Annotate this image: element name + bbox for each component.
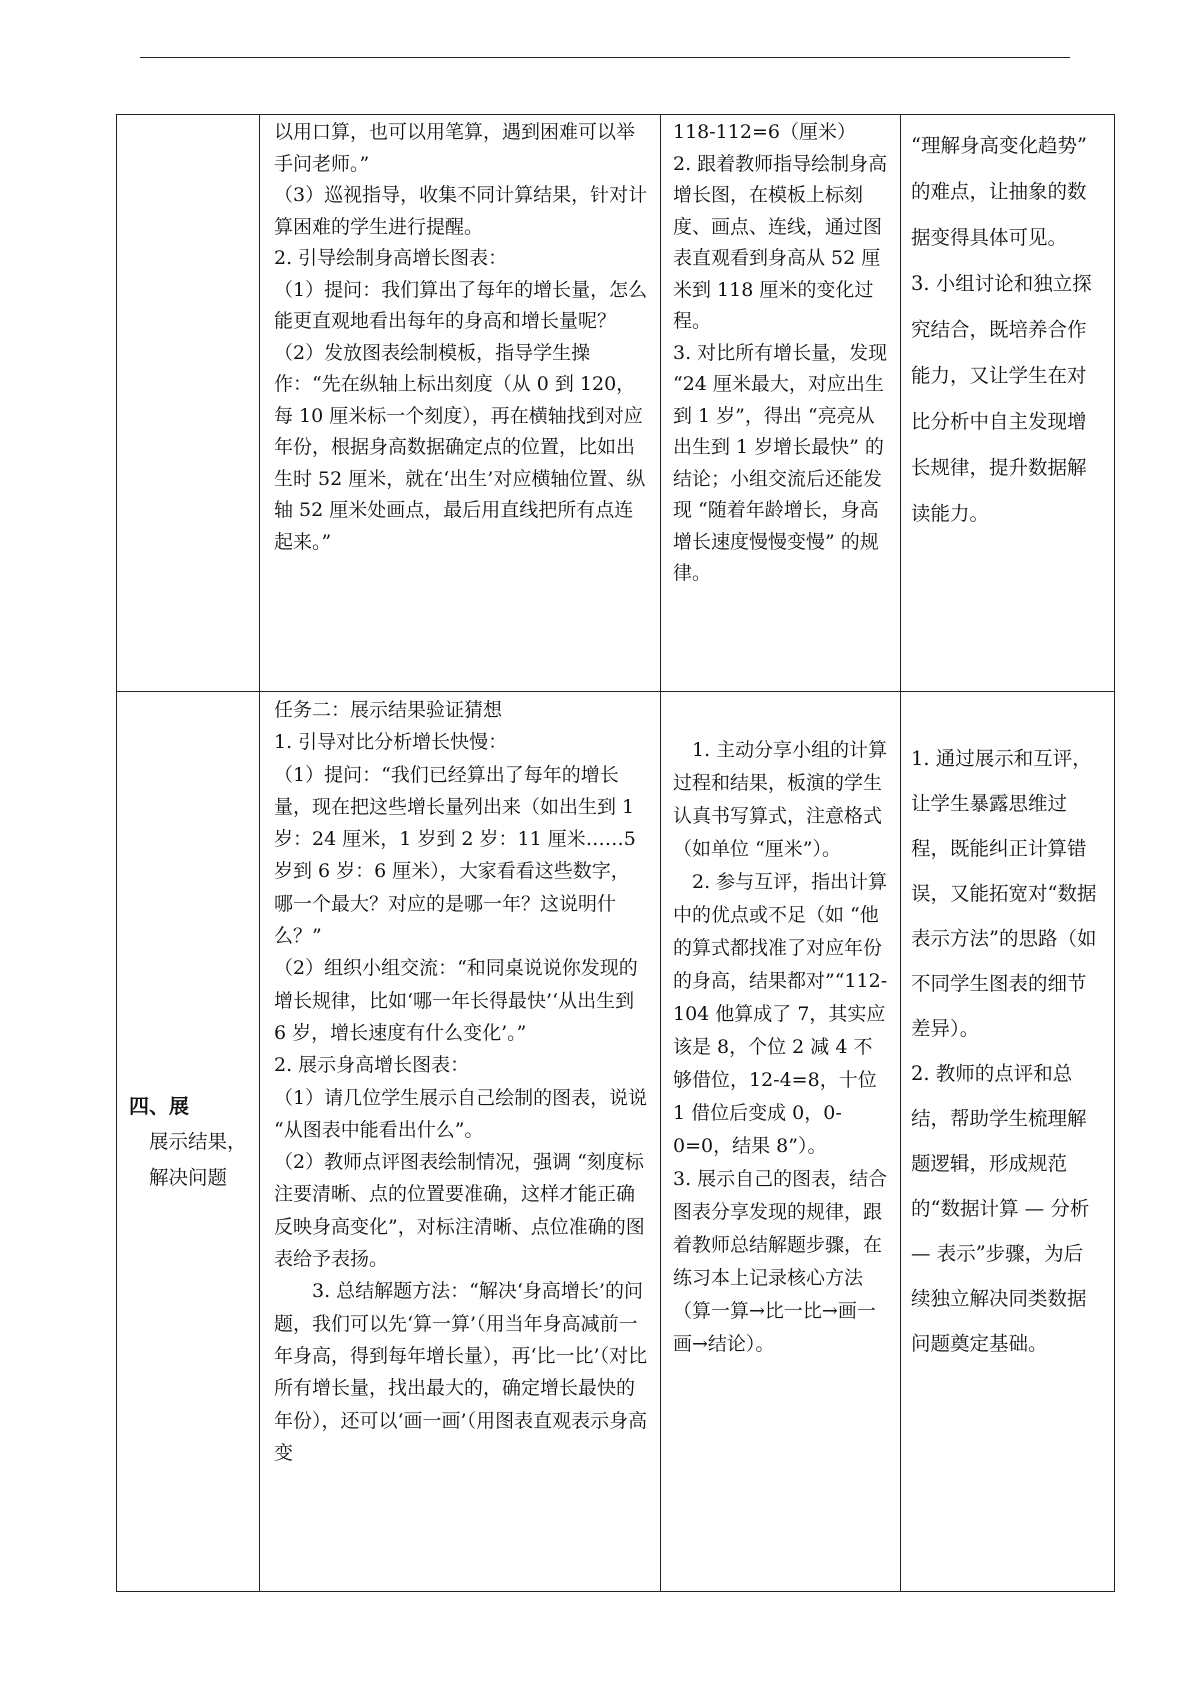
design-intent-cell	[901, 692, 1115, 1592]
paragraph: （3）巡视指导，收集不同计算结果，针对计算困难的学生进行提醒。	[274, 184, 648, 238]
paragraph: 2. 展示身高增长图表：	[274, 1054, 470, 1077]
teacher-activity-cell	[260, 115, 661, 692]
paragraph: 2. 参与互评，指出计算中的优点或不足（如 “他的算式都找准了对应年份的身高，结果都对”“112-104 他算成了 7，其实应该是 8，个位 2 减 4 不够借位，12-4=8，十位 1 借位后变成 0，0-0=0，结果 8”）。	[673, 871, 888, 1157]
stage-cell-empty	[117, 115, 260, 692]
table-row	[117, 692, 1115, 1592]
table-row	[117, 115, 1115, 692]
paragraph: 2. 跟着教师指导绘制身高增长图，在模板上标刻度、画点、连线，通过图表直观看到身高从 52 厘米到 118 厘米的变化过程。	[673, 152, 888, 332]
student-activity-cell	[661, 692, 901, 1592]
student-activity-cell	[661, 115, 901, 692]
paragraph: （2）教师点评图表绘制情况，强调 “刻度标注要清晰、点的位置要准确，这样才能正确反映身高变化”，对标注清晰、点位准确的图表给予表扬。	[274, 1151, 645, 1271]
paragraph: 118-112=6（厘米）	[673, 121, 856, 143]
stage-title: 四、展	[129, 1093, 189, 1118]
paragraph: （1）提问：“我们已经算出了每年的增长量，现在把这些增长量列出来（如出生到 1 岁：24 厘米，1 岁到 2 岁：11 厘米……5 岁到 6 岁：6 厘米），大家看看这些数字，哪一个最大？对应的是哪一年？这说明什么？”	[274, 763, 636, 948]
paragraph: 3. 展示自己的图表，结合图表分享发现的规律，跟着教师总结解题步骤，在练习本上记录核心方法（算一算→比一比→画一画→结论）。	[673, 1168, 888, 1355]
paragraph: 2. 引导绘制身高增长图表：	[274, 247, 508, 269]
design-intent-cell	[901, 115, 1115, 692]
teacher-activity-cell	[260, 692, 661, 1592]
paragraph: 3. 小组讨论和独立探究结合，既培养合作能力，又让学生在对比分析中自主发现增长规律，提升数据解读能力。	[911, 272, 1092, 525]
paragraph: （1）提问：我们算出了每年的增长量，怎么能更直观地看出每年的身高和增长量呢？	[274, 278, 648, 332]
paragraph: 1. 主动分享小组的计算过程和结果，板演的学生认真书写算式，注意格式（如单位 “厘米”）。	[673, 739, 888, 860]
paragraph: 3. 总结解题方法：“解决‘身高增长’的问题，我们可以先‘算一算’（用当年身高减前一年身高，得到每年增长量），再‘比一比’（对比所有增长量，找出最大的，确定增长最快的年份），还可以‘画一画’（用图表直观表示身高变	[274, 1280, 648, 1464]
lesson-plan-table	[116, 114, 1115, 1592]
paragraph: 任务二：展示结果验证猜想	[274, 699, 503, 721]
paragraph: “理解身高变化趋势” 的难点，让抽象的数据变得具体可见。	[911, 134, 1087, 249]
stage-subtitle: 解决问题	[149, 1165, 228, 1189]
paragraph: 1. 通过展示和互评，让学生暴露思维过程，既能纠正计算错误，又能拓宽对“数据表示方法”的思路（如不同学生图表的细节差异）。	[911, 747, 1097, 1040]
paragraph: （1）请几位学生展示自己绘制的图表，说说 “从图表中能看出什么”。	[274, 1086, 648, 1141]
paragraph: 2. 教师的点评和总结，帮助学生梳理解题逻辑，形成规范的“数据计算 — 分析 — 表示”步骤，为后续独立解决同类数据问题奠定基础。	[911, 1062, 1090, 1355]
header-rule	[140, 57, 1070, 58]
paragraph: （2）发放图表绘制模板，指导学生操作：“先在纵轴上标出刻度（从 0 到 120，每 10 厘米标一个刻度），再在横轴找到对应年份，根据身高数据确定点的位置，比如出生时 52 厘米，就在‘出生’对应横轴位置、纵轴 52 厘米处画点，最后用直线把所有点连起来。”	[274, 341, 646, 553]
paragraph: 以用口算，也可以用笔算，遇到困难可以举手问老师。”	[274, 121, 636, 175]
stage-cell	[117, 692, 260, 1592]
paragraph: 1. 引导对比分析增长快慢：	[274, 731, 508, 754]
paragraph: 3. 对比所有增长量，发现 “24 厘米最大，对应出生到 1 岁”，得出 “亮亮从出生到 1 岁增长最快” 的结论；小组交流后还能发现 “随着年龄增长，身高增长速度慢慢变慢” 的规律。	[673, 341, 888, 584]
stage-subtitle: 展示结果，	[149, 1129, 247, 1153]
paragraph: （2）组织小组交流：“和同桌说说你发现的增长规律，比如‘哪一年长得最快’‘从出生到 6 岁，增长速度有什么变化’。”	[274, 957, 638, 1044]
